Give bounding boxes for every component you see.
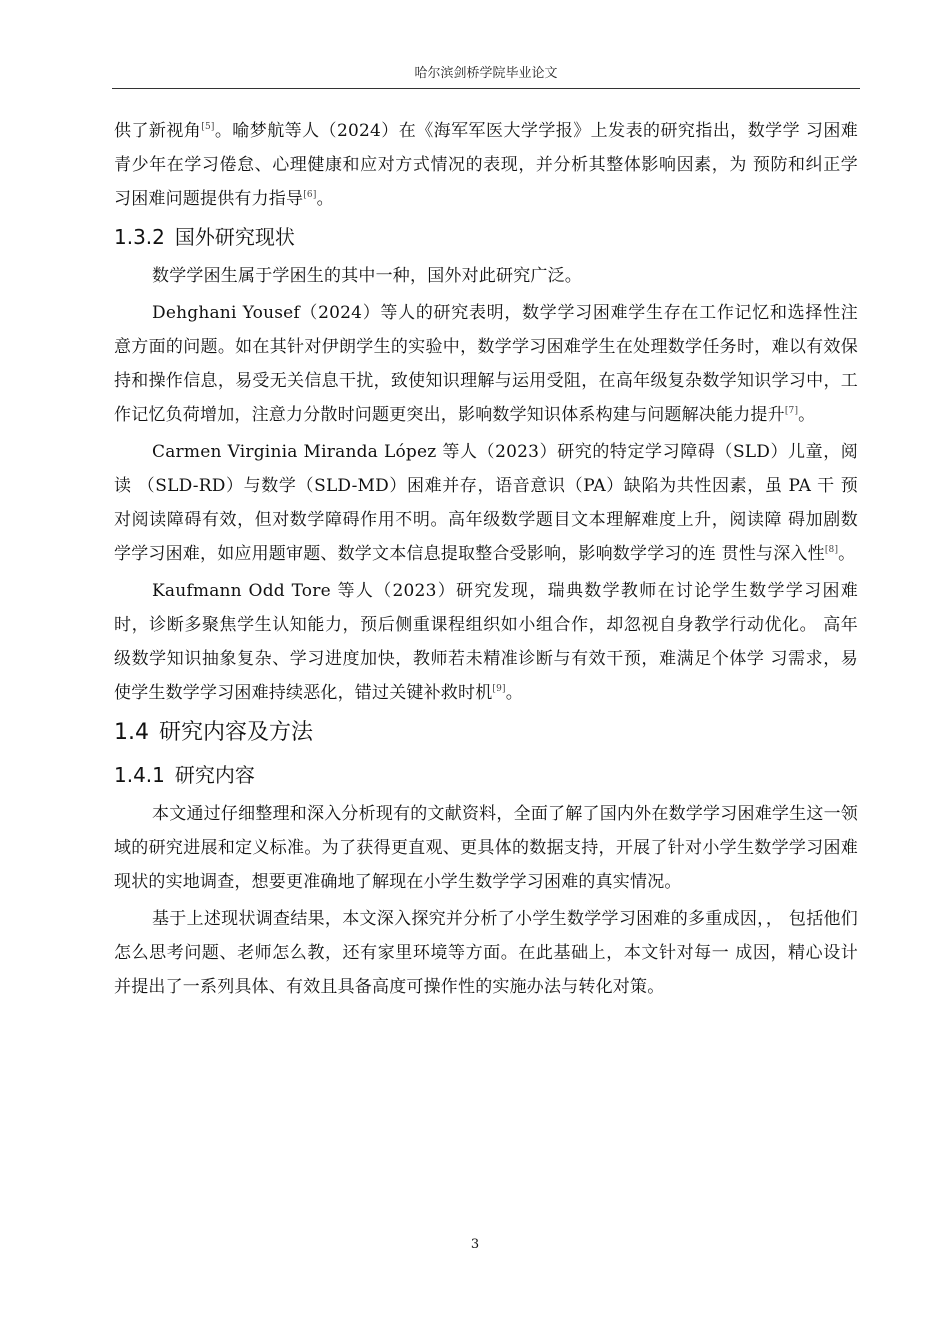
citation-ref: [5]: [201, 122, 215, 132]
citation-ref: [7]: [784, 406, 799, 416]
page-number: 3: [470, 1237, 480, 1252]
paragraph: 数学学困生属于学困生的其中一种，国外对此研究广泛。: [152, 266, 582, 286]
paragraph-text: 。: [316, 189, 334, 209]
paragraph: [114, 296, 858, 432]
section-title: 研究内容: [174, 763, 255, 787]
section-heading-1-4-1: [114, 757, 858, 793]
section-heading-1-3-2: [114, 219, 858, 255]
paragraph-text: Dehghani Yousef（2024）等人的研究表明，数学学习困难学生存在工作记忆和选择性注意方面的问题。如在其针对伊朗学生的实验中，数学学习困难学生在处理数学任务时，难以有效保持和操作信息，易受无关信息干扰，致使知识理解与运用受阻，在高年级复杂数学知识学习中，工作记忆负荷增加，注意力分散时问题更突出，影响数学知识体系构建与问题解决能力提升: [114, 303, 858, 425]
paragraph: [114, 574, 858, 710]
page-body: [114, 114, 858, 1007]
running-header: 哈尔滨剑桥学院毕业论文: [414, 66, 558, 81]
section-heading-1-4: [114, 713, 858, 753]
section-number: 1.4: [114, 720, 149, 745]
paragraph: 基于上述现状调查结果，本文深入探究并分析了小学生数学学习困难的多重成因，， 包括他们怎么思考问题、老师怎么教，还有家里环境等方面。在此基础上，本文针对每一 成因，精心设计并提出了一系列具体、有效且具备高度可操作性的实施办法与转化对策。: [114, 909, 858, 997]
citation-ref: [9]: [492, 684, 506, 694]
section-title: 国外研究现状: [174, 225, 295, 249]
paragraph-text: 。: [798, 405, 816, 425]
header-rule: [112, 88, 860, 89]
paragraph-text: 供了新视角: [114, 121, 202, 141]
paragraph-text: 。喻梦航等人（2024）在《海军军医大学学报》上发表的研究指出，数学学 习困难青少年在学习倦怠、心理健康和应对方式情况的表现，并分析其整体影响因素，为 预防和纠正学习困难问题提供有力指导: [114, 121, 859, 209]
paragraph-text: Kaufmann Odd Tore 等人（2023）研究发现，瑞典数学教师在讨论学生数学学习困难时，诊断多聚焦学生认知能力，预后侧重课程组织如小组合作，却忽视自身教学行动优化。 高年级数学知识抽象复杂、学习进度加快，教师若未精准诊断与有效干预，难满足个体学 习需求，易使学生数学学习困难持续恶化，错过关键补救时机: [114, 581, 858, 703]
paragraph: 本文通过仔细整理和深入分析现有的文献资料，全面了解了国内外在数学学习困难学生这一领域的研究进展和定义标准。为了获得更直观、更具体的数据支持，开展了针对小学生数学学习困难现状的实地调查，想要更准确地了解现在小学生数学学习困难的真实情况。: [114, 804, 858, 892]
paragraph-text: 。: [838, 544, 856, 564]
section-number: 1.4.1: [114, 763, 165, 787]
citation-ref: [6]: [303, 190, 317, 200]
section-number: 1.3.2: [114, 225, 165, 249]
citation-ref: [8]: [824, 545, 839, 555]
section-title: 研究内容及方法: [159, 720, 314, 745]
paragraph-continuation: [114, 114, 858, 216]
paragraph-text: Carmen Virginia Miranda López 等人（2023）研究的特定学习障碍（SLD）儿童，阅读 （SLD-RD）与数学（SLD-MD）困难并存，语音意识（PA）缺陷为共性因素，虽 PA 干 预对阅读障碍有效，但对数学障碍作用不明。高年级数学题目文本理解难度上升，阅读障 碍加剧数学学习困难，如应用题审题、数学文本信息提取整合受影响，影响数学学习的连 贯性与深入性: [114, 442, 858, 564]
paragraph: [114, 435, 858, 571]
paragraph-text: 。: [505, 683, 523, 703]
